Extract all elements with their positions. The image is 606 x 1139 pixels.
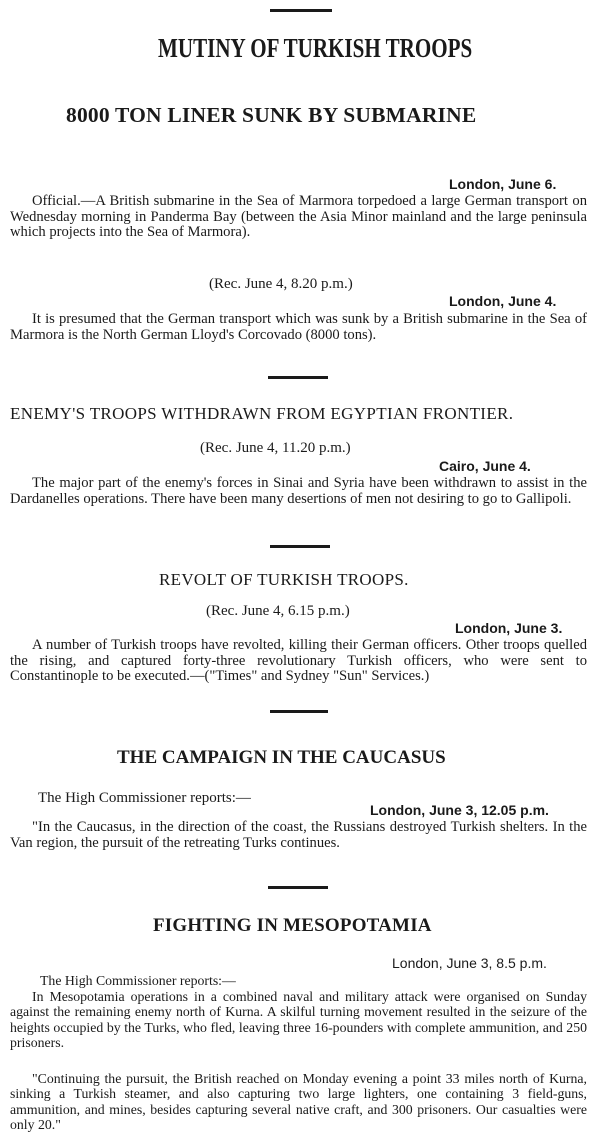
dateline-london-june-4: London, June 4. xyxy=(449,293,557,309)
paragraph-revolt: A number of Turkish troops have revolted, killing their German officers. Other troops quelled the rising, and captured forty-three revolutionary Turkish officers, who were sent to Constantinople to be executed.—("Times" and Sydney "Sun" Services.) xyxy=(10,637,587,685)
commissioner-intro-caucasus: The High Commissioner reports:— xyxy=(38,790,251,806)
dateline-cairo-june-4: Cairo, June 4. xyxy=(439,458,531,474)
paragraph-official: Official.—A British submarine in the Sea of Marmora torpedoed a large German transport on Wednesday morning in Panderma Bay (between the Asia Minor mainland and the large peninsula which projects into the Sea of Marmora). xyxy=(10,193,587,241)
headline-egyptian-frontier: ENEMY'S TROOPS WITHDRAWN FROM EGYPTIAN FRONTIER. xyxy=(10,404,514,423)
commissioner-intro-mesopotamia: The High Commissioner reports:— xyxy=(40,973,236,988)
paragraph-presumed: It is presumed that the German transport which was sunk by a British submarine in the Sea of Marmora is the North German Lloyd's Corcovado (8000 tons). xyxy=(10,311,587,343)
divider-rule xyxy=(270,545,330,548)
headline-mutiny: MUTINY OF TURKISH TROOPS xyxy=(158,33,473,63)
paragraph-mesopotamia-operations: In Mesopotamia operations in a combined naval and military attack were organised on Sunday against the remaining enemy north of Kurna. A skilful turning movement resulted in the seizure of the heights occupied by the Turks, who fled, leaving three 16-pounders with complete ammunition, and 250 prisoners. xyxy=(10,989,587,1051)
dateline-london-june-6: London, June 6. xyxy=(449,176,557,192)
dateline-london-june-3-85: London, June 3, 8.5 p.m. xyxy=(392,955,547,971)
rec-june-4-615: (Rec. June 4, 6.15 p.m.) xyxy=(206,603,350,619)
divider-rule xyxy=(268,886,328,889)
divider-rule xyxy=(268,376,328,379)
paragraph-mesopotamia-pursuit: "Continuing the pursuit, the British reached on Monday evening a point 33 miles north of Kurna, sinking a Turkish steamer, and also capturing two large lighters, one containing 3 field-guns, ammunition, and mines, besides capturing several native craft, and 300 prisoners. Our casualties were only 20." xyxy=(10,1071,587,1133)
headline-revolt: REVOLT OF TURKISH TROOPS. xyxy=(159,570,409,589)
headline-caucasus: THE CAMPAIGN IN THE CAUCASUS xyxy=(117,747,446,768)
rec-june-4-1120: (Rec. June 4, 11.20 p.m.) xyxy=(200,440,351,456)
paragraph-caucasus: "In the Caucasus, in the direction of the coast, the Russians destroyed Turkish shelters. In the Van region, the pursuit of the retreating Turks continues. xyxy=(10,819,587,851)
top-rule xyxy=(270,9,332,12)
subhead-liner-sunk: 8000 TON LINER SUNK BY SUBMARINE xyxy=(66,103,477,127)
paragraph-sinai: The major part of the enemy's forces in Sinai and Syria have been withdrawn to assist in the Dardanelles operations. There have been many desertions of men not desiring to go to Gallipoli. xyxy=(10,475,587,507)
dateline-london-june-3: London, June 3. xyxy=(455,620,563,636)
divider-rule xyxy=(270,710,328,713)
headline-mesopotamia: FIGHTING IN MESOPOTAMIA xyxy=(153,915,432,936)
rec-june-4-820: (Rec. June 4, 8.20 p.m.) xyxy=(209,276,353,292)
dateline-london-june-3-1205: London, June 3, 12.05 p.m. xyxy=(370,802,549,818)
